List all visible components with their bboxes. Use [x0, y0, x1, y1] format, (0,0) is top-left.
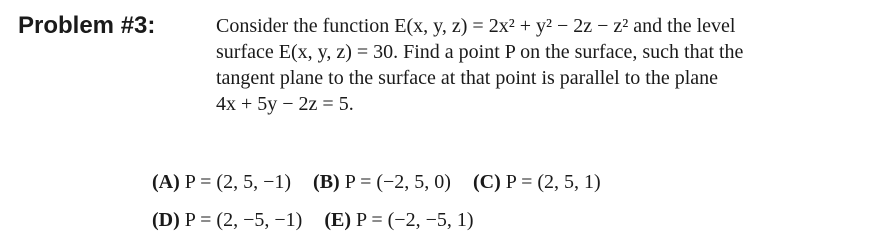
choice-d-text: P = (2, −5, −1) [184, 209, 303, 231]
problem-text-line-3: tangent plane to the surface at that point is parallel to the plane [216, 67, 719, 89]
choice-e-text: P = (−2, −5, 1) [355, 209, 474, 231]
problem-text-line-2: surface E(x, y, z) = 30. Find a point P on the surface, such that the [216, 41, 744, 63]
choice-e-letter: (E) [324, 209, 351, 231]
problem-text-line-4: 4x + 5y − 2z = 5. [216, 93, 354, 115]
choice-c[interactable] [473, 171, 601, 193]
choice-a[interactable] [152, 171, 296, 193]
choice-b-text: P = (−2, 5, 0) [344, 171, 451, 193]
choice-c-letter: (C) [472, 171, 501, 193]
problem-text-line-1: Consider the function E(x, y, z) = 2x² + y² − 2z − z² and the level [216, 15, 736, 37]
choice-c-text: P = (2, 5, 1) [505, 171, 601, 193]
choice-b[interactable] [313, 171, 456, 193]
choice-e[interactable] [324, 209, 473, 231]
choice-a-text: P = (2, 5, −1) [184, 171, 292, 193]
problem-label: Problem #3: [18, 12, 156, 39]
choices-row-2 [152, 208, 474, 232]
choice-a-letter: (A) [152, 171, 180, 193]
choices-row-1 [152, 170, 601, 194]
choice-b-letter: (B) [313, 171, 340, 193]
choice-d-letter: (D) [152, 209, 180, 231]
choice-d[interactable] [152, 209, 307, 231]
